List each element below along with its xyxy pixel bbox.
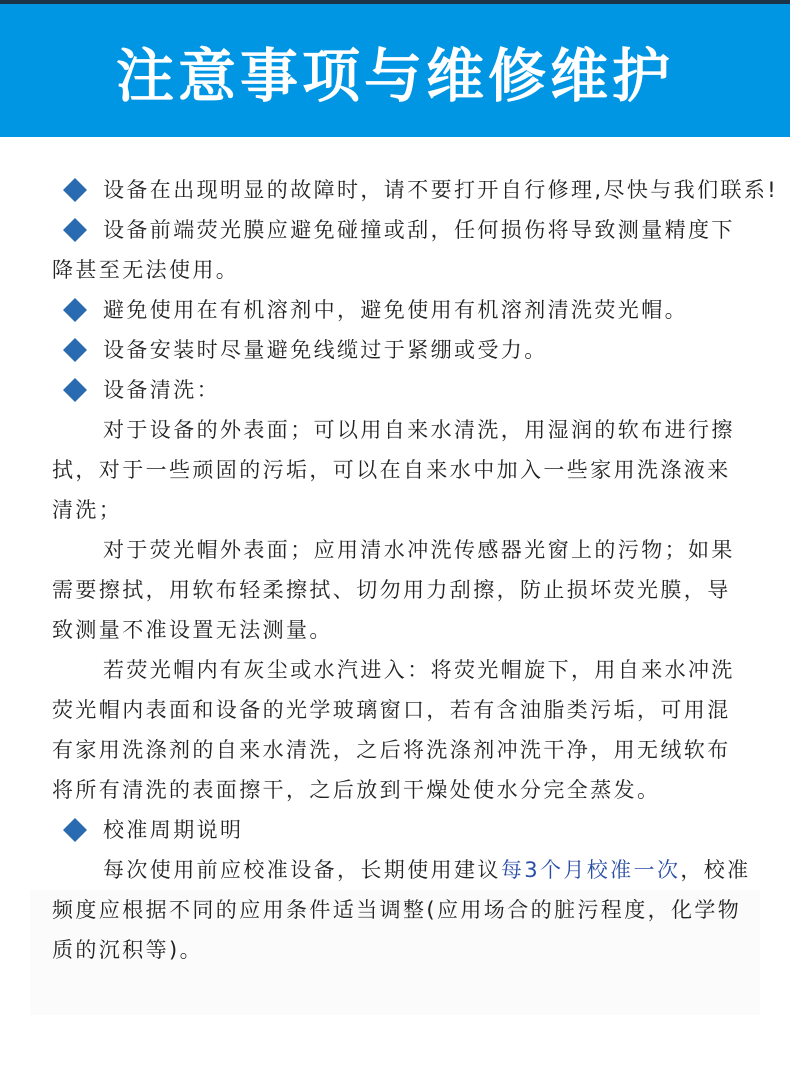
bullet-item [52, 810, 752, 850]
calibration-section [52, 850, 752, 970]
line-text: 对于设备的外表面；可以用自来水清洗，用湿润的软布进行擦 [103, 418, 735, 442]
text-line [52, 570, 752, 610]
line-text: 降甚至无法使用。 [52, 258, 240, 282]
line-text: 有家用洗涤剂的自来水清洗，之后将洗涤剂冲洗干净，用无绒软布 [52, 738, 731, 762]
diamond-icon [63, 338, 87, 362]
line-text: 避免使用在有机溶剂中，避免使用有机溶剂清洗荧光帽。 [103, 298, 688, 322]
text-line [52, 490, 752, 530]
text-line [52, 250, 752, 290]
header-banner [0, 4, 790, 137]
text-line [52, 410, 752, 450]
line-text: 需要擦拭，用软布轻柔擦拭、切勿用力刮擦，防止损坏荧光膜，导 [52, 578, 731, 602]
text-line [52, 730, 752, 770]
text-line [52, 450, 752, 490]
bullet-item [52, 170, 779, 210]
bullet-item [52, 370, 752, 410]
calibration-line-2: 频度应根据不同的应用条件适当调整(应用场合的脏污程度，化学物 [52, 898, 742, 922]
line-text: 设备清洗： [103, 378, 220, 402]
text-line [52, 650, 752, 690]
diamond-icon [63, 818, 87, 842]
page-title: 注意事项与维修维护 [115, 41, 674, 110]
line-text: 设备在出现明显的故障时，请不要打开自行修理,尽快与我们联系! [103, 178, 779, 202]
diamond-icon [63, 298, 87, 322]
line-text: 对于荧光帽外表面；应用清水冲洗传感器光窗上的污物；如果 [103, 538, 735, 562]
bullet-item [52, 210, 752, 250]
line-text: 致测量不准设置无法测量。 [52, 618, 333, 642]
calibration-text: ，校准 [680, 858, 751, 882]
maintenance-notes [52, 170, 779, 850]
calibration-highlight: 每3个月校准一次 [500, 858, 681, 882]
line-text: 将所有清洗的表面擦干，之后放到干燥处使水分完全蒸发。 [52, 778, 661, 802]
line-text: 若荧光帽内有灰尘或水汽进入：将荧光帽旋下，用自来水冲洗 [103, 658, 735, 682]
line-text: 设备安装时尽量避免线缆过于紧绷或受力。 [103, 338, 548, 362]
line-text: 设备前端荧光膜应避免碰撞或刮，任何损伤将导致测量精度下 [103, 218, 735, 242]
calibration-text: 每次使用前应校准设备，长期使用建议 [103, 858, 501, 882]
text-line [52, 770, 752, 810]
text-line [52, 690, 752, 730]
line-text: 校准周期说明 [103, 818, 244, 842]
diamond-icon [63, 378, 87, 402]
text-line [52, 610, 752, 650]
line-text: 荧光帽内表面和设备的光学玻璃窗口，若有含油脂类污垢，可用混 [52, 698, 731, 722]
line-text: 拭，对于一些顽固的污垢，可以在自来水中加入一些家用洗涤液来 [52, 458, 731, 482]
diamond-icon [63, 178, 87, 202]
bullet-item [52, 330, 752, 370]
bullet-item [52, 290, 752, 330]
calibration-line-3: 质的沉积等)。 [52, 938, 203, 962]
line-text: 清洗； [52, 498, 123, 522]
text-line [52, 530, 752, 570]
calibration-line-1 [52, 850, 752, 890]
diamond-icon [63, 218, 87, 242]
